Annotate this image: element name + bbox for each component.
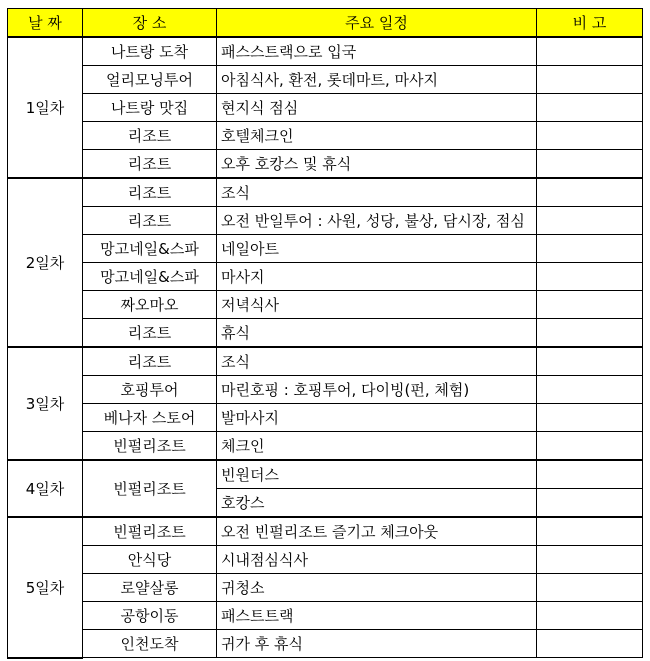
table-row <box>8 546 643 574</box>
schedule-cell[interactable]: 마사지 <box>217 263 537 291</box>
table-row <box>8 235 643 263</box>
schedule-cell[interactable]: 오후 호캉스 및 휴식 <box>217 150 537 179</box>
day-cell[interactable]: 5일차 <box>8 517 83 658</box>
schedule-cell[interactable]: 패스트트랙 <box>217 602 537 630</box>
schedule-cell[interactable]: 시내점심식사 <box>217 546 537 574</box>
place-cell[interactable]: 짜오마오 <box>83 291 217 319</box>
note-cell[interactable] <box>537 489 643 518</box>
place-cell[interactable]: 인천도착 <box>83 630 217 658</box>
schedule-cell[interactable]: 오전 반일투어 : 사원, 성당, 불상, 담시장, 점심 <box>217 207 537 235</box>
note-cell[interactable] <box>537 404 643 432</box>
schedule-cell[interactable]: 조식 <box>217 347 537 376</box>
place-cell[interactable]: 빈펄리조트 <box>83 432 217 461</box>
note-cell[interactable] <box>537 94 643 122</box>
place-cell[interactable]: 리조트 <box>83 319 217 348</box>
place-cell[interactable]: 리조트 <box>83 178 217 207</box>
note-cell[interactable] <box>537 376 643 404</box>
note-cell[interactable] <box>537 630 643 658</box>
note-cell[interactable] <box>537 263 643 291</box>
note-cell[interactable] <box>537 546 643 574</box>
header-day: 날 짜 <box>8 9 83 38</box>
schedule-cell[interactable]: 아침식사, 환전, 롯데마트, 마사지 <box>217 66 537 94</box>
place-cell[interactable]: 리조트 <box>83 122 217 150</box>
place-cell[interactable]: 빈펄리조트 <box>83 517 217 546</box>
header-row <box>8 9 643 38</box>
table-row <box>8 460 643 489</box>
schedule-cell[interactable]: 빈원더스 <box>217 460 537 489</box>
day-cell[interactable]: 3일차 <box>8 347 83 460</box>
table-row <box>8 263 643 291</box>
schedule-cell[interactable]: 귀가 후 휴식 <box>217 630 537 658</box>
note-cell[interactable] <box>537 460 643 489</box>
place-cell[interactable]: 망고네일&스파 <box>83 263 217 291</box>
schedule-cell[interactable]: 저녁식사 <box>217 291 537 319</box>
table-row <box>8 404 643 432</box>
schedule-cell[interactable]: 패스스트랙으로 입국 <box>217 37 537 66</box>
place-cell[interactable]: 리조트 <box>83 150 217 179</box>
table-row <box>8 150 643 179</box>
note-cell[interactable] <box>537 122 643 150</box>
table-row <box>8 630 643 658</box>
day-cell[interactable]: 1일차 <box>8 37 83 178</box>
header-schedule: 주요 일정 <box>217 9 537 38</box>
table-row <box>8 432 643 461</box>
header-note: 비 고 <box>537 9 643 38</box>
place-cell[interactable]: 망고네일&스파 <box>83 235 217 263</box>
itinerary-table <box>7 8 643 659</box>
place-cell[interactable]: 나트랑 도착 <box>83 37 217 66</box>
schedule-cell[interactable]: 발마사지 <box>217 404 537 432</box>
header-place: 장 소 <box>83 9 217 38</box>
place-cell[interactable]: 로얄살롱 <box>83 574 217 602</box>
place-cell[interactable]: 얼리모닝투어 <box>83 66 217 94</box>
table-row <box>8 602 643 630</box>
note-cell[interactable] <box>537 207 643 235</box>
schedule-cell[interactable]: 현지식 점심 <box>217 94 537 122</box>
note-cell[interactable] <box>537 291 643 319</box>
table-row <box>8 178 643 207</box>
table-row <box>8 207 643 235</box>
table-row <box>8 94 643 122</box>
place-cell[interactable]: 안식당 <box>83 546 217 574</box>
schedule-cell[interactable]: 조식 <box>217 178 537 207</box>
place-cell[interactable]: 리조트 <box>83 347 217 376</box>
schedule-cell[interactable]: 네일아트 <box>217 235 537 263</box>
schedule-cell[interactable]: 귀청소 <box>217 574 537 602</box>
place-cell[interactable]: 베나자 스토어 <box>83 404 217 432</box>
note-cell[interactable] <box>537 602 643 630</box>
table-row <box>8 319 643 348</box>
note-cell[interactable] <box>537 517 643 546</box>
schedule-cell[interactable]: 휴식 <box>217 319 537 348</box>
schedule-cell[interactable]: 마린호핑 : 호핑투어, 다이빙(펀, 체험) <box>217 376 537 404</box>
schedule-cell[interactable]: 오전 빈펄리조트 즐기고 체크아웃 <box>217 517 537 546</box>
note-cell[interactable] <box>537 319 643 348</box>
table-row <box>8 122 643 150</box>
place-cell[interactable]: 리조트 <box>83 207 217 235</box>
day-cell[interactable]: 4일차 <box>8 460 83 517</box>
note-cell[interactable] <box>537 432 643 461</box>
note-cell[interactable] <box>537 235 643 263</box>
note-cell[interactable] <box>537 66 643 94</box>
table-row <box>8 66 643 94</box>
table-row <box>8 37 643 66</box>
table-row <box>8 291 643 319</box>
day-cell[interactable]: 2일차 <box>8 178 83 347</box>
place-cell[interactable]: 호핑투어 <box>83 376 217 404</box>
table-row <box>8 376 643 404</box>
schedule-cell[interactable]: 체크인 <box>217 432 537 461</box>
table-row <box>8 347 643 376</box>
note-cell[interactable] <box>537 178 643 207</box>
place-cell[interactable]: 빈펄리조트 <box>83 460 217 517</box>
place-cell[interactable]: 나트랑 맛집 <box>83 94 217 122</box>
note-cell[interactable] <box>537 37 643 66</box>
note-cell[interactable] <box>537 150 643 179</box>
itinerary-sheet <box>7 8 643 659</box>
note-cell[interactable] <box>537 574 643 602</box>
schedule-cell[interactable]: 호텔체크인 <box>217 122 537 150</box>
note-cell[interactable] <box>537 347 643 376</box>
table-row <box>8 517 643 546</box>
table-row <box>8 574 643 602</box>
schedule-cell[interactable]: 호캉스 <box>217 489 537 518</box>
place-cell[interactable]: 공항이동 <box>83 602 217 630</box>
